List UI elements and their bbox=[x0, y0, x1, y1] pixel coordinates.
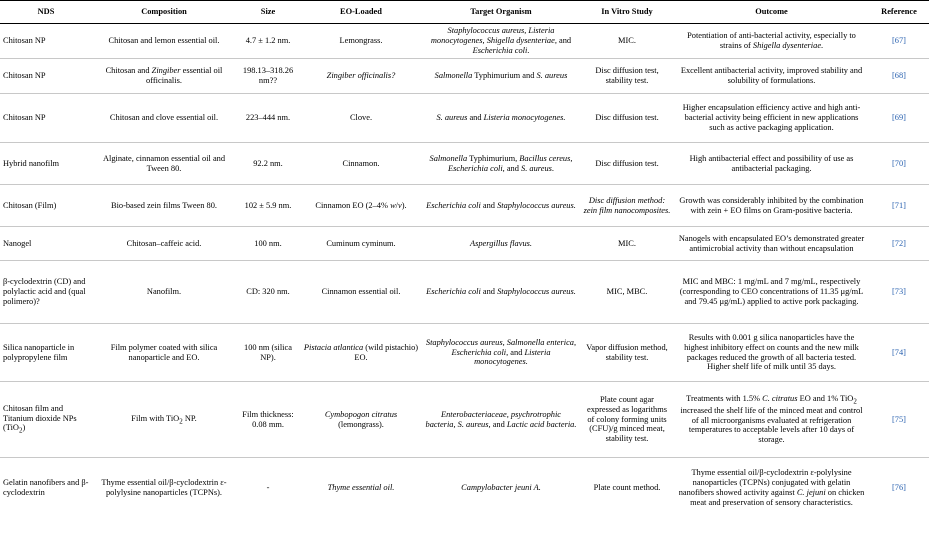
cell-eo-loaded: Zingiber officinalis? bbox=[300, 59, 422, 94]
cell-target-organism: Salmonella Typhimurium, Bacillus cereus, Escherichia coli, and S. aureus. bbox=[422, 143, 580, 185]
cell-size: - bbox=[266, 483, 270, 493]
table-row bbox=[0, 94, 929, 143]
cell-composition: Film polymer coated with silica nanoparticle and EO. bbox=[92, 324, 236, 382]
cell-in-vitro-study: Disc diffusion test, stability test. bbox=[580, 59, 674, 94]
cell-composition: Chitosan and clove essential oil. bbox=[92, 94, 236, 143]
table-row bbox=[0, 261, 929, 324]
header-in-vitro-study: In Vitro Study bbox=[580, 1, 674, 24]
cell-target-organism: Staphylococcus aureus, Salmonella enterica, Escherichia coli, and Listeria monocytogenes. bbox=[422, 324, 580, 382]
reference-link[interactable]: [69] bbox=[869, 94, 929, 143]
cell-target-organism: Enterobacteriaceae, psychrotrophic bacteria, S. aureus, and Lactic acid bacteria. bbox=[422, 382, 580, 458]
cell-eo-loaded: Cinnamon essential oil. bbox=[300, 261, 422, 324]
cell-target-organism: Staphylococcus aureus, Listeria monocytogenes, Shigella dysenteriae, and Escherichia coli. bbox=[422, 24, 580, 59]
table-row bbox=[0, 185, 929, 227]
cell-in-vitro-study: MIC. bbox=[580, 227, 674, 261]
cell-outcome: Nanogels with encapsulated EO’s demonstrated greater antimicrobial activity than without encapsulation bbox=[674, 227, 869, 261]
cell-nds: Chitosan (Film) bbox=[0, 185, 92, 227]
table-row bbox=[0, 59, 929, 94]
cell-outcome: Excellent antibacterial activity, improved stability and solubility of formulations. bbox=[674, 59, 869, 94]
header-eo-loaded: EO-Loaded bbox=[300, 1, 422, 24]
cell-outcome: Results with 0.001 g silica nanoparticles have the highest inhibitory effect on counts and the new milk packages reduced the growth of all bacteria tested. Higher shelf life of milk until 35 days. bbox=[674, 324, 869, 382]
cell-outcome: Higher encapsulation efficiency active and high anti-bacterial activity being efficient in new applications such as active packaging application. bbox=[674, 94, 869, 143]
cell-target-organism: Salmonella Typhimurium and S. aureus bbox=[422, 59, 580, 94]
cell-in-vitro-study: Disc diffusion method: zein film nanocomposites. bbox=[580, 185, 674, 227]
table-row bbox=[0, 143, 929, 185]
cell-size: 223–444 nm. bbox=[236, 94, 300, 143]
cell-in-vitro-study: Plate count agar expressed as logarithms of colony forming units (CFU)/g minced meat, stability test. bbox=[580, 382, 674, 458]
cell-target-organism: S. aureus and Listeria monocytogenes. bbox=[422, 94, 580, 143]
cell-composition: Bio-based zein films Tween 80. bbox=[92, 185, 236, 227]
cell-target-organism: Campylobacter jeuni A. bbox=[461, 483, 541, 493]
cell-target-organism: Aspergillus flavus. bbox=[422, 227, 580, 261]
reference-link[interactable]: [67] bbox=[869, 24, 929, 59]
reference-link[interactable]: [72] bbox=[869, 227, 929, 261]
cell-outcome: Thyme essential oil/β-cyclodextrin ε-polylysine nanoparticles (TCPNs) conjugated with gelatin nanofibers showed activity against C. jejuni on chicken meat and preservation of sensory characteristics. bbox=[678, 468, 865, 507]
cell-nds: Hybrid nanofilm bbox=[0, 143, 92, 185]
reference-link[interactable]: [74] bbox=[869, 324, 929, 382]
header-reference: Reference bbox=[869, 1, 929, 24]
cell-eo-loaded: Cuminum cyminum. bbox=[300, 227, 422, 261]
cell-eo-loaded: Lemongrass. bbox=[300, 24, 422, 59]
cell-in-vitro-study: Plate count method. bbox=[593, 483, 661, 493]
cell-size: Film thickness: 0.08 mm. bbox=[236, 382, 300, 458]
table-row bbox=[0, 24, 929, 59]
table-row bbox=[0, 227, 929, 261]
reference-link[interactable]: [71] bbox=[869, 185, 929, 227]
cell-nds: Chitosan NP bbox=[0, 24, 92, 59]
cell-nds: Silica nanoparticle in polypropylene film bbox=[0, 324, 92, 382]
cell-outcome: MIC and MBC: 1 mg/mL and 7 mg/mL, respectively (corresponding to CEO concentrations of 11.35 μg/mL and 79.45 μg/mL) applied to active pork packaging. bbox=[674, 261, 869, 324]
cell-eo-loaded: Thyme essential oil. bbox=[327, 483, 395, 493]
table-row bbox=[0, 382, 929, 458]
cell-target-organism: Escherichia coli and Staphylococcus aureus. bbox=[422, 185, 580, 227]
reference-link[interactable]: [68] bbox=[869, 59, 929, 94]
cell-in-vitro-study: Disc diffusion test. bbox=[580, 94, 674, 143]
header-outcome: Outcome bbox=[674, 1, 869, 24]
cell-eo-loaded: Cinnamon EO (2–4% w/v). bbox=[300, 185, 422, 227]
cell-size: 92.2 nm. bbox=[236, 143, 300, 185]
cell-outcome: High antibacterial effect and possibility of use as antibacterial packaging. bbox=[674, 143, 869, 185]
cell-size: CD: 320 nm. bbox=[236, 261, 300, 324]
cell-outcome: Treatments with 1.5% C. citratus EO and 1% TiO$_2$ increased the shelf life of the minced meat and control of all microorganisms evaluated at refrigeration temperatures to acceptable levels after 10 days of storage. bbox=[674, 382, 869, 458]
reference-link[interactable]: [76] bbox=[892, 483, 906, 493]
cell-in-vitro-study: MIC. bbox=[580, 24, 674, 59]
cell-size: 4.7 ± 1.2 nm. bbox=[236, 24, 300, 59]
cell-composition: Chitosan and Zingiber essential oil officinalis. bbox=[92, 59, 236, 94]
cell-in-vitro-study: Disc diffusion test. bbox=[580, 143, 674, 185]
cell-size: 198.13–318.26 nm?? bbox=[236, 59, 300, 94]
reference-link[interactable]: [73] bbox=[869, 261, 929, 324]
header-nds: NDS bbox=[0, 1, 92, 24]
cell-eo-loaded: Cinnamon. bbox=[300, 143, 422, 185]
cell-composition: Thyme essential oil/β-cyclodextrin ε-polylysine nanoparticles (TCPNs). bbox=[101, 478, 227, 497]
reference-link[interactable]: [70] bbox=[869, 143, 929, 185]
cell-composition: Nanofilm. bbox=[92, 261, 236, 324]
cell-in-vitro-study: Vapor diffusion method, stability test. bbox=[580, 324, 674, 382]
table-row bbox=[0, 458, 929, 519]
cell-eo-loaded: Clove. bbox=[300, 94, 422, 143]
cell-nds: Nanogel bbox=[0, 227, 92, 261]
table-row bbox=[0, 324, 929, 382]
cell-nds: β-cyclodextrin (CD) and polylactic acid and (qual polimero)? bbox=[0, 261, 92, 324]
cell-size: 102 ± 5.9 nm. bbox=[236, 185, 300, 227]
cell-outcome: Potentiation of anti-bacterial activity, especially to strains of Shigella dysenteriae. bbox=[674, 24, 869, 59]
reference-link[interactable]: [75] bbox=[869, 382, 929, 458]
cell-target-organism: Escherichia coli and Staphylococcus aureus. bbox=[422, 261, 580, 324]
header-row bbox=[0, 1, 929, 24]
cell-eo-loaded: Pistacia atlantica (wild pistachio) EO. bbox=[300, 324, 422, 382]
header-composition: Composition bbox=[92, 1, 236, 24]
cell-composition: Chitosan and lemon essential oil. bbox=[92, 24, 236, 59]
cell-in-vitro-study: MIC, MBC. bbox=[580, 261, 674, 324]
cell-nds: Chitosan NP bbox=[0, 94, 92, 143]
cell-size: 100 nm (silica NP). bbox=[236, 324, 300, 382]
cell-eo-loaded: Cymbopogon citratus (lemongrass). bbox=[300, 382, 422, 458]
cell-nds: Gelatin nanofibers and β-cyclodextrin bbox=[3, 478, 89, 497]
header-target-organism: Target Organism bbox=[422, 1, 580, 24]
cell-composition: Film with TiO$_2$ NP. bbox=[92, 382, 236, 458]
cell-nds: Chitosan film and Titanium dioxide NPs (TiO$_2$) bbox=[0, 382, 92, 458]
cell-size: 100 nm. bbox=[236, 227, 300, 261]
cell-composition: Alginate, cinnamon essential oil and Tween 80. bbox=[92, 143, 236, 185]
cell-nds: Chitosan NP bbox=[0, 59, 92, 94]
header-size: Size bbox=[236, 1, 300, 24]
cell-composition: Chitosan–caffeic acid. bbox=[92, 227, 236, 261]
cell-outcome: Growth was considerably inhibited by the combination with zein + EO films on Gram-positive bacteria. bbox=[674, 185, 869, 227]
